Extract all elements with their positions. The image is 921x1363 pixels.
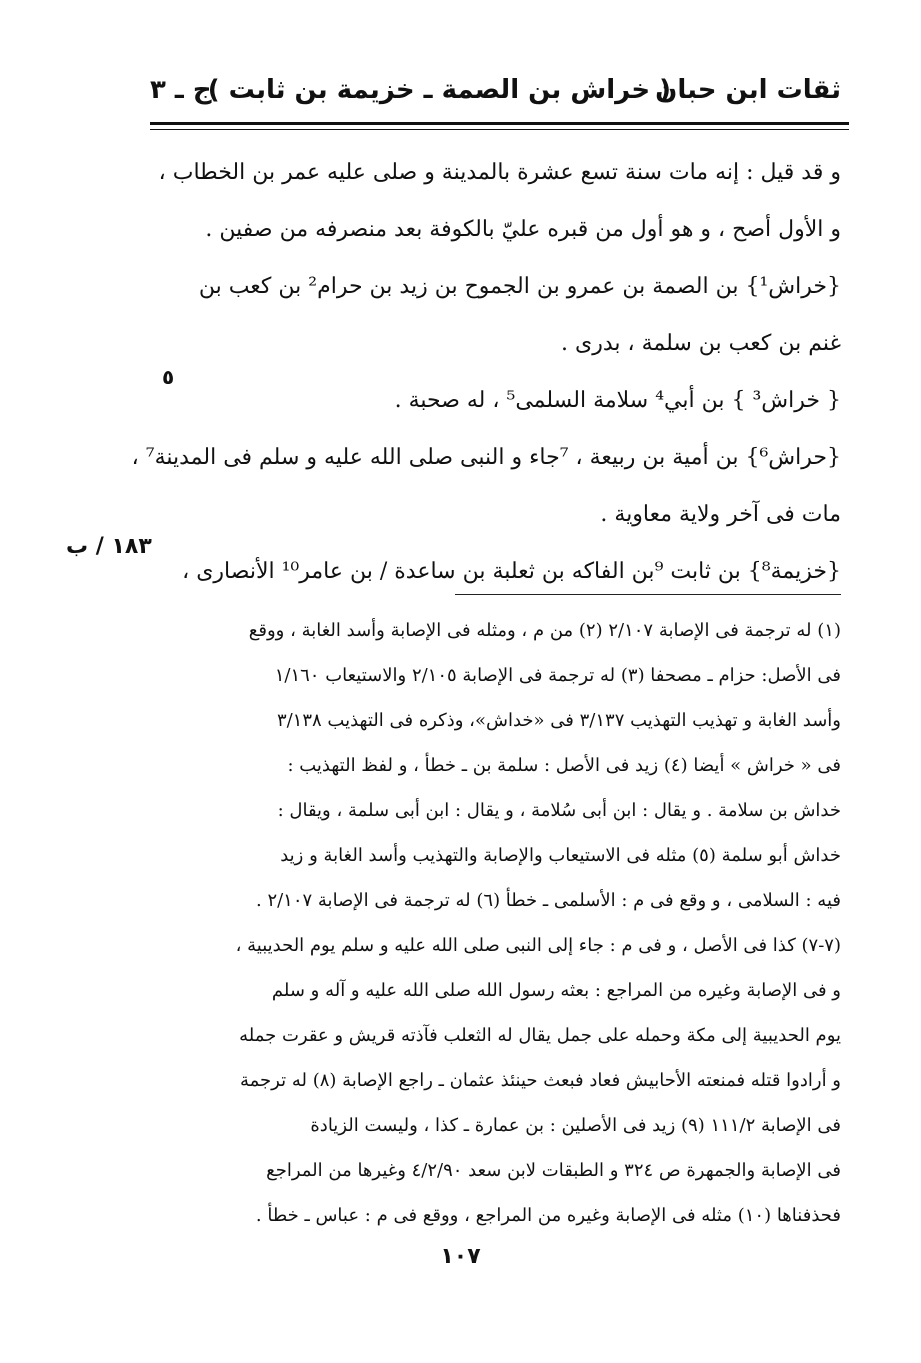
text-line: { خراش³ } بن أبي⁴ سلامة السلمى⁵ ، له صحبة . (394, 388, 841, 413)
manuscript-folio: ١٨٣ / ب (66, 534, 152, 559)
text-line: {حراش⁶} بن أمية بن ربيعة ، ⁷جاء و النبى صلى الله عليه و سلم فى المدينة⁷ ، (131, 445, 841, 470)
text-line: مات فى آخر ولاية معاوية . (600, 502, 841, 527)
footnote-line: فى الإصابة والجمهرة ص ٣٢٤ و الطبقات لابن سعد ٤/٢/٩٠ وغيرها من المراجع (266, 1160, 841, 1181)
footnote-separator (455, 594, 841, 595)
footnote-line: وأسد الغابة و تهذيب التهذيب ٣/١٣٧ فى «خداش»، وذكره فى التهذيب ٣/١٣٨ (276, 710, 841, 731)
header-rule-thin (150, 129, 849, 130)
header-rule-thick (150, 122, 849, 125)
footnote-line: خداش بن سلامة . و يقال : ابن أبى سُلامة ، و يقال : ابن أبى سلمة ، ويقال : (277, 800, 841, 821)
volume-label: ج ـ ٣ (150, 75, 212, 105)
footnote-line: خداش أبو سلمة (٥) مثله فى الاستيعاب والإصابة والتهذيب وأسد الغابة و زيد (280, 845, 841, 866)
running-header (150, 64, 841, 116)
page-subject: ( خراش بن الصمة ـ خزيمة بن ثابت ) (207, 75, 671, 105)
footnote-line: فى الأصل: حزام ـ مصحفا (٣) له ترجمة فى الإصابة ٢/١٠٥ والاستيعاب ١/١٦٠ (274, 665, 841, 686)
footnote-line: (١) له ترجمة فى الإصابة ٢/١٠٧ (٢) من م ، ومثله فى الإصابة وأسد الغابة ، ووقع (248, 620, 841, 641)
text-line: و قد قيل : إنه مات سنة تسع عشرة بالمدينة و صلى عليه عمر بن الخطاب ، (158, 160, 841, 185)
book-title: ثقات ابن حبان (655, 75, 841, 105)
footnote-line: و فى الإصابة وغيره من المراجع : بعثه رسول الله صلى الله عليه و آله و سلم (271, 980, 841, 1001)
footnote-line: فى الإصابة ١١١/٢ (٩) زيد فى الأصلين : بن عمارة ـ كذا ، وليست الزيادة (310, 1115, 841, 1136)
text-line: و الأول أصح ، و هو أول من قبره عليّ بالكوفة بعد منصرفه من صفين . (205, 217, 841, 242)
footnote-line: فيه : السلامى ، و وقع فى م : الأسلمى ـ خطأ (٦) له ترجمة فى الإصابة ٢/١٠٧ . (255, 890, 841, 911)
line-number-marker: ٥ (162, 365, 175, 389)
footnote-line: و أرادوا قتله فمنعته الأحابيش فعاد فبعث حينئذ عثمان ـ راجع الإصابة (٨) له ترجمة (239, 1070, 841, 1091)
footnote-line: (٧-٧) كذا فى الأصل ، و فى م : جاء إلى النبى صلى الله عليه و سلم يوم الحديبية ، (235, 935, 841, 956)
footnote-line: يوم الحديبية إلى مكة وحمله على جمل يقال له الثعلب فآذته قريش و عقرت جمله (239, 1025, 841, 1046)
text-line: غنم بن كعب بن سلمة ، بدرى . (560, 331, 841, 356)
text-line: {خراش¹} بن الصمة بن عمرو بن الجموح بن زيد بن حرام² بن كعب بن (198, 274, 841, 299)
footnote-line: فى « خراش » أيضا (٤) زيد فى الأصل : سلمة بن ـ خطأ ، و لفظ التهذيب : (287, 755, 841, 776)
page-number: ١٠٧ (440, 1244, 481, 1269)
footnote-line: فحذفناها (١٠) مثله فى الإصابة وغيره من المراجع ، ووقع فى م : عباس ـ خطأ . (255, 1205, 841, 1226)
footnotes (150, 608, 841, 1238)
main-text (131, 144, 841, 600)
text-line: {خزيمة⁸} بن ثابت ⁹بن الفاكه بن ثعلبة بن ساعدة / بن عامر¹⁰ الأنصارى ، (182, 559, 841, 584)
